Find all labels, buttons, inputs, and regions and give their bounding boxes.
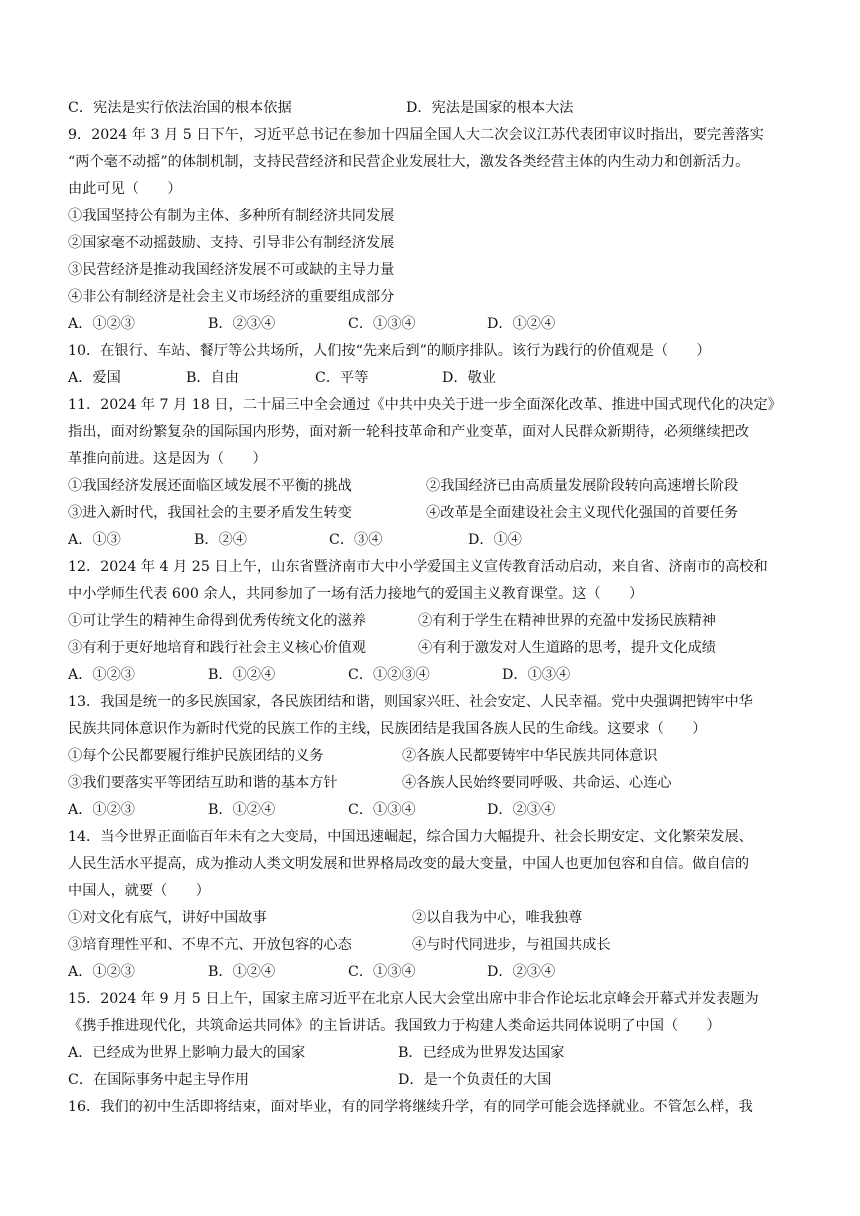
q9-stem-line-2: “两个毫不动摇”的体制机制，支持民营经济和民营企业发展壮大，激发各类经营主体的内生动力和创新活力。: [68, 154, 750, 170]
q13-option-c: C．①③④: [348, 802, 416, 818]
q12-stem-line-2: 中小学师生代表 600 余人，共同参加了一场有活力接地气的爱国主义教育课堂。这（ ）: [68, 586, 644, 602]
q12-statement-1: ①可让学生的精神生命得到优秀传统文化的滋养: [68, 613, 366, 629]
q11-option-b: B．②④: [194, 532, 247, 548]
q12-stem-line-1: 12．2024 年 4 月 25 日上午，山东省暨济南市大中小学爱国主义宣传教育活动启动，来自省、济南市的高校和: [68, 559, 768, 575]
q13-stem-line-1: 13．我国是统一的多民族国家，各民族团结和谐，则国家兴旺、社会安定、人民幸福。党中央强调把铸牢中华: [68, 694, 753, 710]
q14-statement-1: ①对文化有底气，讲好中国故事: [68, 910, 267, 926]
q9-option-c: C．①③④: [348, 316, 416, 332]
q9-statement-3: ③民营经济是推动我国经济发展不可或缺的主导力量: [68, 262, 395, 278]
q11-option-c: C．③④: [329, 532, 383, 548]
q12-statement-4: ④有利于激发对人生道路的思考，提升文化成绩: [418, 640, 716, 656]
q10-option-d: D．敬业: [442, 370, 496, 386]
q11-option-a: A．①③: [68, 532, 121, 548]
q11-statement-2: ②我国经济已由高质量发展阶段转向高速增长阶段: [426, 478, 739, 494]
q13-statement-1: ①每个公民都要履行维护民族团结的义务: [68, 748, 324, 764]
q16-stem-line-1: 16．我们的初中生活即将结束，面对毕业，有的同学将继续升学，有的同学可能会选择就业。不管怎么样，我: [68, 1099, 753, 1115]
q14-statement-3: ③培育理性平和、不卑不亢、开放包容的心态: [68, 937, 352, 953]
q12-option-b: B．①②④: [208, 667, 276, 683]
q13-statement-2: ②各族人民都要铸牢中华民族共同体意识: [402, 748, 658, 764]
q13-option-a: A．①②③: [68, 802, 135, 818]
q9-statement-2: ②国家毫不动摇鼓励、支持、引导非公有制经济发展: [68, 235, 395, 251]
q13-statement-3: ③我们要落实平等团结互助和谐的基本方针: [68, 775, 338, 791]
q9-stem-line-1: 9．2024 年 3 月 5 日下午，习近平总书记在参加十四届全国人大二次会议江苏代表团审议时指出，要完善落实: [68, 127, 764, 143]
q11-stem-line-1: 11．2024 年 7 月 18 日，二十届三中全会通过《中共中央关于进一步全面深化改革、推进中国式现代化的决定》: [68, 397, 782, 413]
q14-statement-4: ④与时代同进步，与祖国共成长: [412, 937, 611, 953]
q9-stem-line-3: 由此可见（ ）: [68, 181, 182, 197]
q9-option-a: A．①②③: [68, 316, 135, 332]
q11-option-d: D．①④: [468, 532, 522, 548]
q13-stem-line-2: 民族共同体意识作为新时代党的民族工作的主线，民族团结是我国各族人民的生命线。这要求（ ）: [68, 721, 707, 737]
q9-statement-1: ①我国坚持公有制为主体、多种所有制经济共同发展: [68, 208, 395, 224]
q15-stem-line-1: 15．2024 年 9 月 5 日上午，国家主席习近平在北京人民大会堂出席中非合作论坛北京峰会开幕式并发表题为: [68, 991, 759, 1007]
q11-statement-3: ③进入新时代，我国社会的主要矛盾发生转变: [68, 505, 352, 521]
q11-statement-4: ④改革是全面建设社会主义现代化强国的首要任务: [426, 505, 739, 521]
q13-statement-4: ④各族人民始终要同呼吸、共命运、心连心: [402, 775, 672, 791]
q15-option-b: B．已经成为世界发达国家: [398, 1045, 565, 1061]
q9-option-d: D．①②④: [487, 316, 556, 332]
q9-option-b: B．②③④: [208, 316, 276, 332]
q14-stem-line-2: 人民生活水平提高，成为推动人类文明发展和世界格局改变的最大变量，中国人也更加包容和自信。做自信的: [68, 856, 750, 872]
q8-option-d: D．宪法是国家的根本大法: [406, 100, 574, 116]
q14-option-b: B．①②④: [208, 964, 276, 980]
q12-statement-2: ②有利于学生在精神世界的充盈中发扬民族精神: [418, 613, 716, 629]
q11-statement-1: ①我国经济发展还面临区域发展不平衡的挑战: [68, 478, 352, 494]
q12-option-c: C．①②③④: [348, 667, 430, 683]
q12-statement-3: ③有利于更好地培育和践行社会主义核心价值观: [68, 640, 366, 656]
q14-statement-2: ②以自我为中心，唯我独尊: [412, 910, 583, 926]
q10-option-a: A．爱国: [68, 370, 121, 386]
q14-option-a: A．①②③: [68, 964, 135, 980]
q15-stem-line-2: 《携手推进现代化，共筑命运共同体》的主旨讲话。我国致力于构建人类命运共同体说明了中国（ ）: [68, 1018, 721, 1034]
q12-option-a: A．①②③: [68, 667, 135, 683]
q10-option-c: C．平等: [315, 370, 369, 386]
q14-option-d: D．②③④: [487, 964, 556, 980]
q12-option-d: D．①③④: [502, 667, 571, 683]
q8-option-c: C．宪法是实行依法治国的根本依据: [68, 100, 292, 116]
q10-option-b: B．自由: [186, 370, 239, 386]
q14-option-c: C．①③④: [348, 964, 416, 980]
q10-stem-line-1: 10．在银行、车站、餐厅等公共场所，人们按“先来后到”的顺序排队。该行为践行的价值观是（ ）: [68, 343, 711, 359]
q14-stem-line-1: 14．当今世界正面临百年未有之大变局，中国迅速崛起，综合国力大幅提升、社会长期安定、文化繁荣发展、: [68, 829, 753, 845]
q11-stem-line-3: 革推向前进。这是因为（ ）: [68, 451, 267, 467]
q15-option-d: D．是一个负责任的大国: [398, 1072, 552, 1088]
q11-stem-line-2: 指出，面对纷繁复杂的国际国内形势，面对新一轮科技革命和产业变革，面对人民群众新期待，必须继续把改: [68, 424, 750, 440]
q14-stem-line-3: 中国人，就要（ ）: [68, 883, 210, 899]
q9-statement-4: ④非公有制经济是社会主义市场经济的重要组成部分: [68, 289, 395, 305]
q15-option-a: A．已经成为世界上影响力最大的国家: [68, 1045, 306, 1061]
q13-option-d: D．②③④: [487, 802, 556, 818]
q15-option-c: C．在国际事务中起主导作用: [68, 1072, 250, 1088]
q13-option-b: B．①②④: [208, 802, 276, 818]
